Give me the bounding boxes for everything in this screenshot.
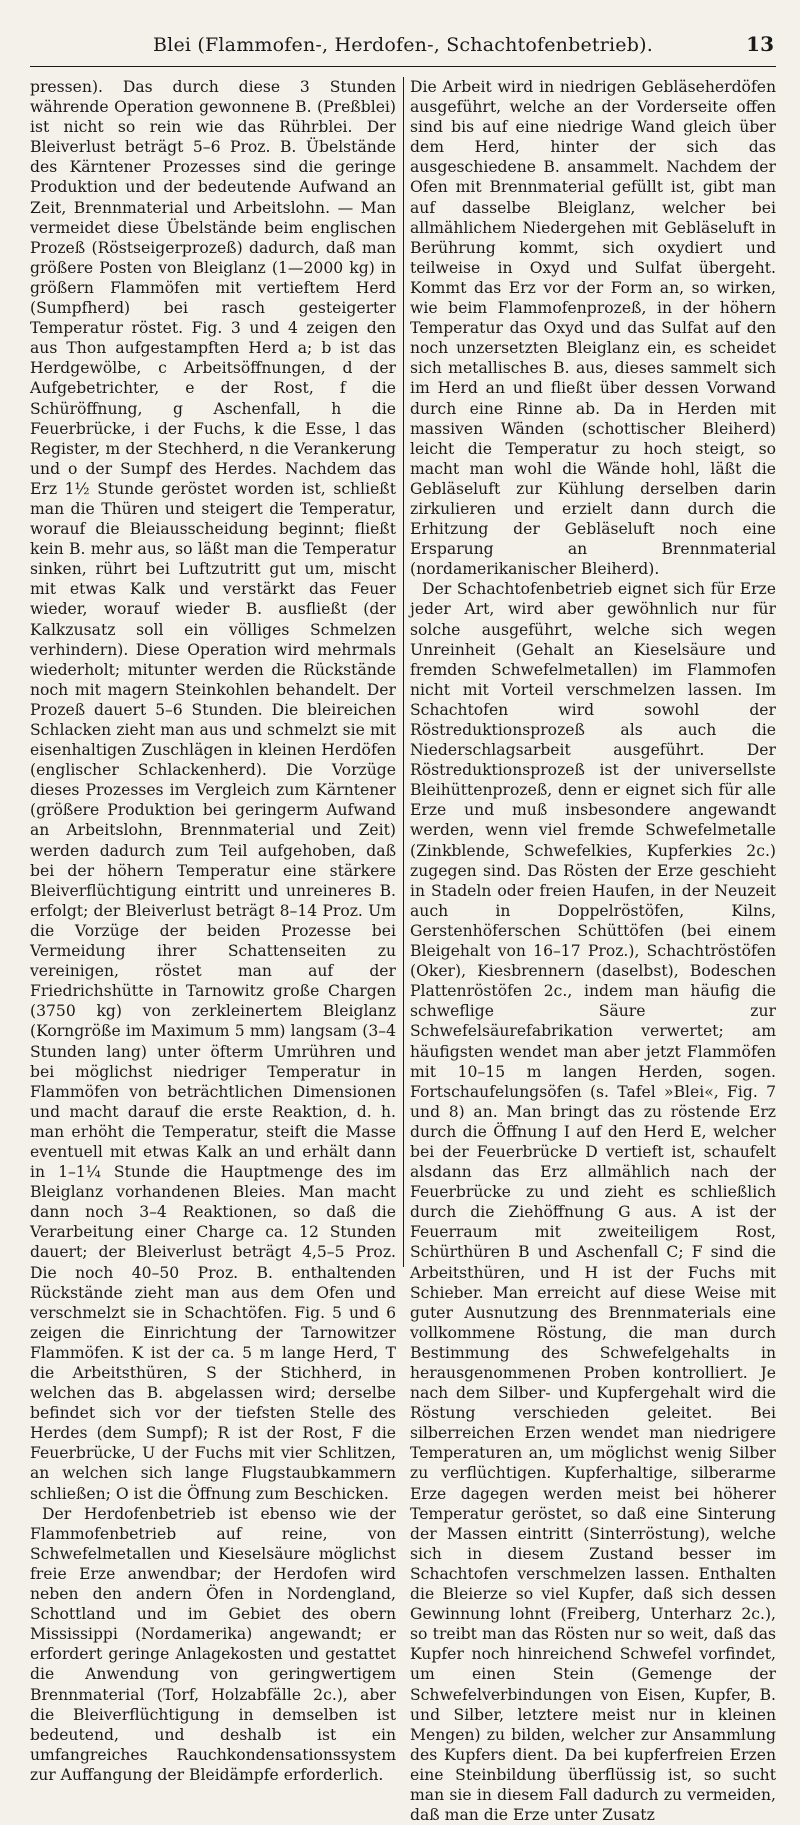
running-title: Blei (Flammofen-, Herdofen-, Schachtofenbetrieb). xyxy=(153,34,653,56)
paragraph: Die Arbeit wird in niedrigen Gebläseherdöfen ausgeführt, welche an der Vorderseite offen sind bis auf eine niedrige Wand gleich über dem Herd, hinter der sich das ausgeschiedene B. ansammelt. Nachdem der Ofen mit Brennmaterial gefüllt ist, gibt man auf dasselbe Bleiglanz, welcher bei allmählichem Niedergehen mit Gebläseluft in Berührung kommt, sich oxydiert und teilweise in Oxyd und Sulfat übergeht. Kommt das Erz vor der Form an, so wirken, wie beim Flammofenprozeß, in der höhern Temperatur das Oxyd und das Sulfat auf den noch unzersetzten Bleiglanz ein, es scheidet sich metallisches B. aus, dieses sammelt sich im Herd an und fließt über dessen Vorwand durch eine Rinne ab. Da in Herden mit massiven Wänden (schottischer Bleiherd) leicht die Temperatur zu hoch steigt, so macht man wohl die Wände hohl, läßt die Gebläseluft zur Kühlung derselben darin zirkulieren und erzielt dann durch die Erhitzung der Gebläseluft noch eine Ersparung an Brennmaterial (nordamerikanischer Bleiherd). xyxy=(410,78,776,579)
page-number: 13 xyxy=(746,32,774,56)
paragraph: Der Schachtofenbetrieb eignet sich für Erze jeder Art, wird aber gewöhnlich nur für solche ausgeführt, welche sich wegen Unreinheit (Gehalt an Kieselsäure und fremden Schwefelmetallen) im Flammofen nicht mit Vorteil verschmelzen lassen. Im Schachtofen wird sowohl der Röstreduktionsprozeß als auch die Niederschlagsarbeit ausgeführt. Der Röstreduktionsprozeß ist der universellste Bleihüttenprozeß, denn er eignet sich für alle Erze und muß insbesondere angewandt werden, wenn viel fremde Schwefelmetalle (Zinkblende, Schwefelkies, Kupferkies 2c.) zugegen sind. Das Rösten der Erze geschieht in Stadeln oder freien Haufen, in der Neuzeit auch in Doppelröstöfen, Kilns, Gerstenhöferschen Schüttöfen (bei einem Bleigehalt von 16–17 Proz.), Schachtröstöfen (Oker), Kiesbrennern (daselbst), Bodeschen Plattenröstöfen 2c., indem man häufig die schweflige Säure zur Schwefelsäurefabrikation verwertet; am häufigsten wendet man aber jetzt Flammöfen mit 10–15 m langen Herden, sogen. Fortschaufelungsöfen (s. Tafel »Blei«, Fig. 7 und 8) an. Man bringt das zu röstende Erz durch die Öffnung I auf den Herd E, welcher bei der Feuerbrücke D vertieft ist, schaufelt alsdann das Erz allmählich nach der Feuerbrücke zu und zieht es schließlich durch die Ziehöffnung G aus. A ist der Feuerraum mit zweiteiligem Rost, Schürthüren B und Aschenfall C; F sind die Arbeitsthüren, und H ist der Fuchs mit Schieber. Man erreicht auf diese Weise mit guter Ausnutzung des Brennmaterials eine vollkommene Röstung, die man durch Bestimmung des Schwefelgehalts in herausgenommenen Proben kontrolliert. Je nach dem Silber- und Kupfergehalt wird die Röstung verschieden geleitet. Bei silberreichen Erzen wendet man niedrigere Temperaturen an, um möglichst wenig Silber zu verflüchtigen. Kupferhaltige, silberarme Erze dagegen werden meist bei höherer Temperatur geröstet, so daß eine Sinterung der Massen eintritt (Sinterröstung), welche sich in diesem Zustand besser im Schachtofen verschmelzen lassen. Enthalten die Bleierze so viel Kupfer, daß sich dessen Gewinnung lohnt (Freiberg, Unterharz 2c.), so treibt man das Rösten nur so weit, daß das Kupfer noch hinreichend Schwefel vorfindet, um einen Stein (Gemenge der Schwefelverbindungen von Eisen, Kupfer, B. und Silber, letztere meist nur in kleinen Mengen) zu bilden, welcher zur Ansammlung des Kupfers dient. Da bei kupferfreien Erzen eine Steinbildung überflüssig ist, so sucht man sie in diesem Fall dadurch zu vermeiden, daß man die Erze unter Zusatz xyxy=(410,580,776,1825)
page-header xyxy=(30,26,776,67)
text-columns xyxy=(30,77,776,1825)
paragraph: pressen). Das durch diese 3 Stunden währende Operation gewonnene B. (Preßblei) ist nicht so rein wie das Rührblei. Der Bleiverlust beträgt 5–6 Proz. B. Übelstände des Kärntener Prozesses sind die geringe Produktion und der bedeutende Aufwand an Zeit, Brennmaterial und Arbeitslohn. — Man vermeidet diese Übelstände beim englischen Prozeß (Röstseigerprozeß) dadurch, daß man größere Posten von Bleiglanz (1—2000 kg) in größern Flammöfen mit vertieftem Herd (Sumpfherd) bei rasch gesteigerter Temperatur röstet. Fig. 3 und 4 zeigen den aus Thon aufgestampften Herd a; b ist das Herdgewölbe, c Arbeitsöffnungen, d der Aufgebetrichter, e der Rost, f die Schüröffnung, g Aschenfall, h die Feuerbrücke, i der Fuchs, k die Esse, l das Register, m der Stechherd, n die Verankerung und o der Sumpf des Herdes. Nachdem das Erz 1½ Stunde geröstet worden ist, schließt man die Thüren und steigert die Temperatur, worauf die Bleiausscheidung beginnt; fließt kein B. mehr aus, so läßt man die Temperatur sinken, rührt bei Luftzutritt gut um, mischt mit etwas Kalk und verstärkt das Feuer wieder, worauf wieder B. ausfließt (der Kalkzusatz soll ein völliges Schmelzen verhindern). Diese Operation wird mehrmals wiederholt; mitunter werden die Rückstände noch mit magern Steinkohlen behandelt. Der Prozeß dauert 5–6 Stunden. Die bleireichen Schlacken zieht man aus und schmelzt sie mit eisenhaltigen Zuschlägen in kleinen Herdöfen (englischer Schlackenherd). Die Vorzüge dieses Prozesses im Vergleich zum Kärntener (größere Produktion bei geringerm Aufwand an Arbeitslohn, Brennmaterial und Zeit) werden dadurch zum Teil aufgehoben, daß bei der höhern Temperatur eine stärkere Bleiverflüchtigung eintritt und unreineres B. erfolgt; der Bleiverlust beträgt 8–14 Proz. Um die Vorzüge der beiden Prozesse bei Vermeidung ihrer Schattenseiten zu vereinigen, röstet man auf der Friedrichshütte in Tarnowitz große Chargen (3750 kg) von zerkleinertem Bleiglanz (Korngröße im Maximum 5 mm) langsam (3–4 Stunden lang) unter öfterm Umrühren und bei möglichst niedriger Temperatur in Flammöfen von beträchtlichen Dimensionen und macht darauf die erste Reaktion, d. h. man erhöht die Temperatur, steift die Masse eventuell mit etwas Kalk an und erhält dann in 1–1¼ Stunde die Hauptmenge des im Bleiglanz vorhandenen Bleies. Man macht dann noch 3–4 Reaktionen, so daß die Verarbeitung einer Charge ca. 12 Stunden dauert; der Bleiverlust beträgt 4,5–5 Proz. Die noch 40–50 Proz. B. enthaltenden Rückstände zieht man aus dem Ofen und verschmelzt sie in Schachtöfen. Fig. 5 und 6 zeigen die Einrichtung der Tarnowitzer Flammöfen. K ist der ca. 5 m lange Herd, T die Arbeitsthüren, S der Stichherd, in welchen das B. abgelassen wird; derselbe befindet sich vor der tiefsten Stelle des Herdes (dem Sumpf); R ist der Rost, F die Feuerbrücke, U der Fuchs mit vier Schlitzen, an welchen sich lange Flugstaubkammern schließen; O ist die Öffnung zum Beschicken. xyxy=(30,78,396,1503)
column-divider xyxy=(403,77,404,1267)
left-column xyxy=(30,77,396,1784)
paragraph: Der Herdofenbetrieb ist ebenso wie der Flammofenbetrieb auf reine, von Schwefelmetallen und Kieselsäure möglichst freie Erze anwendbar; der Herdofen wird neben den andern Öfen in Nordengland, Schottland und im Gebiet des obern Mississippi (Nordamerika) angewandt; er erfordert geringe Anlagekosten und gestattet die Anwendung von geringwertigem Brennmaterial (Torf, Holzabfälle 2c.), aber die Bleiverflüchtigung in demselben ist bedeutend, und deshalb ist ein umfangreiches Rauchkondensationssystem zur Auffangung der Bleidämpfe erforderlich. xyxy=(30,1504,396,1784)
right-column xyxy=(410,77,776,1825)
